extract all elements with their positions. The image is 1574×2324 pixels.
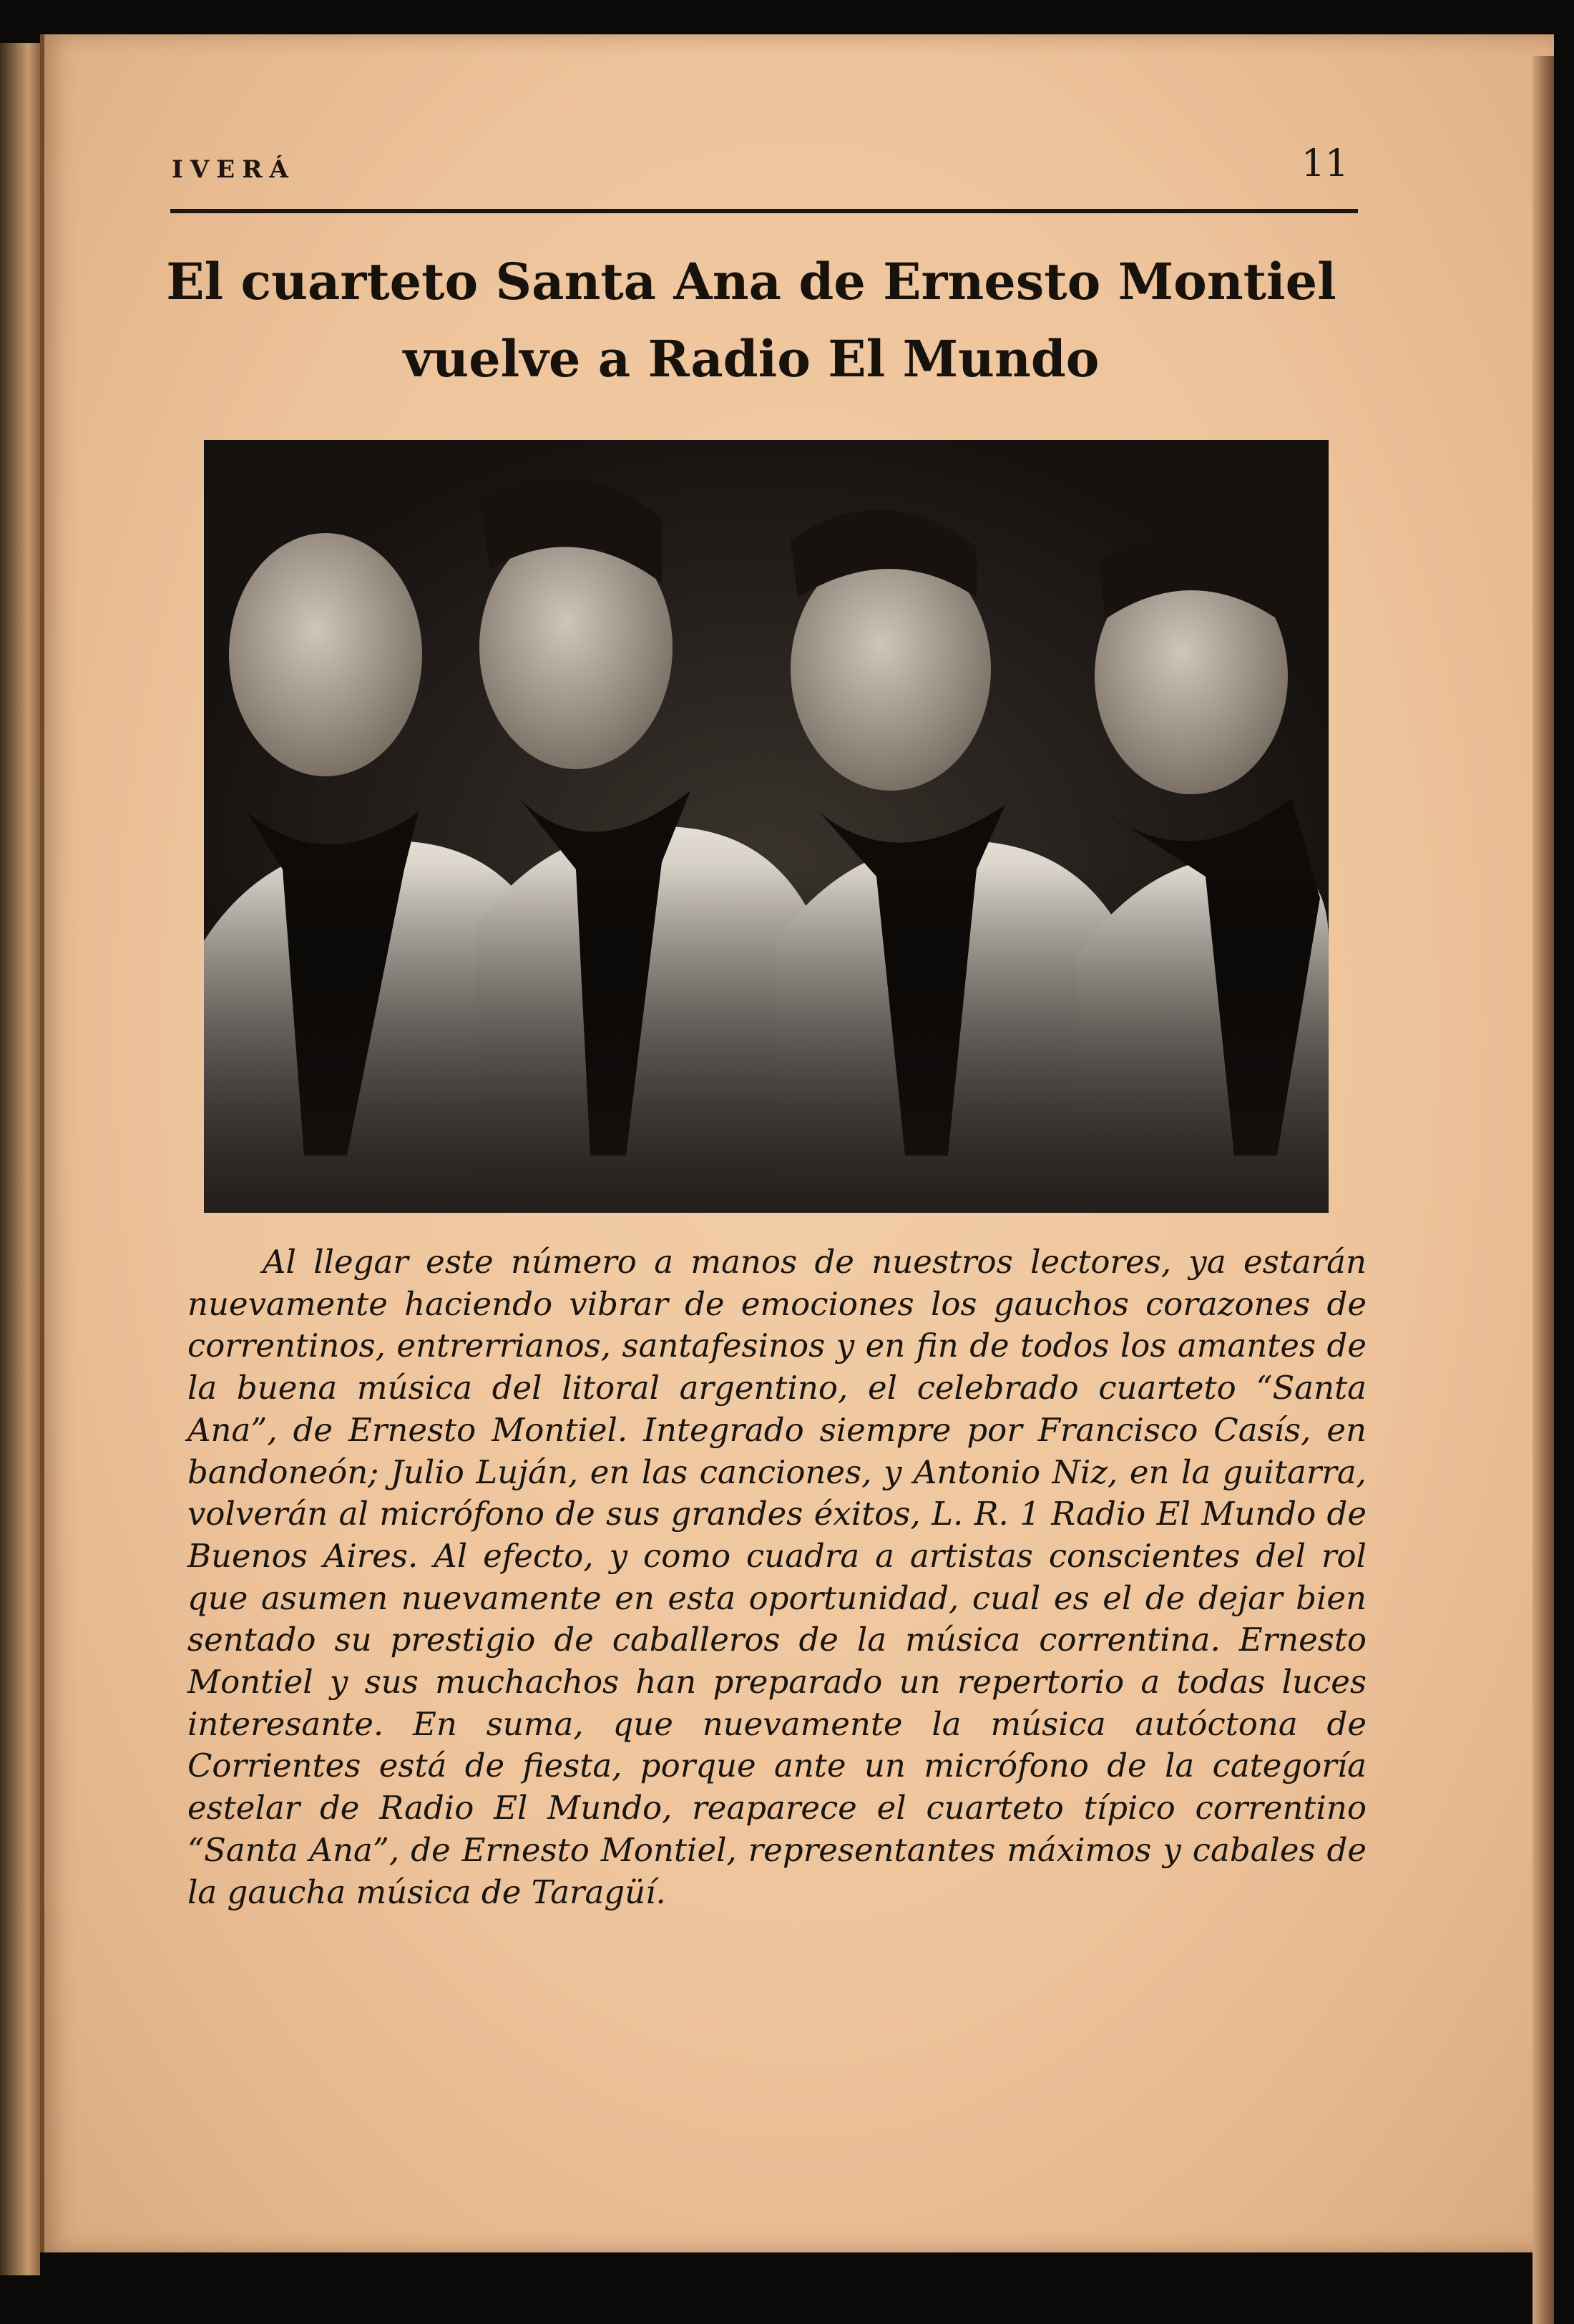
adjacent-page-edge <box>0 43 40 2275</box>
article-body: Al llegar este número a manos de nuestros lectores, ya estarán nuevamente haciendo vibrar de emociones los gauchos corazones de correntinos, entrerrianos, santafesinos y en fin de todos los amantes de la buena música del litoral argentino, el celebrado cuarteto “Santa Ana”, de Ernesto Montiel. Integrado siempre por Francisco Casís, en bandoneón; Julio Luján, en las canciones, y Antonio Niz, en la guitarra, volverán al micrófono de sus grandes éxitos, L. R. 1 Radio El Mundo de Buenos Aires. Al efecto, y como cuadra a artistas conscientes del rol que asumen nuevamente en esta oportunidad, cual es el de dejar bien sentado su prestigio de caballeros de la música correntina. Ernesto Montiel y sus muchachos han preparado un repertorio a todas luces interesante. En suma, que nuevamente la música autóctona de Corrientes está de fiesta, porque ante un micrófono de la categoría estelar de Radio El Mundo, reaparece el cuarteto típico correntino “Santa Ana”, de Ernesto Montiel, representantes máximos y cabales de la gaucha música de Taragüí. <box>187 1243 1367 1911</box>
group-photo-icon <box>204 440 1329 1213</box>
running-header <box>172 142 1356 190</box>
article-title: El cuarteto Santa Ana de Ernesto Montiel vuelve a Radio El Mundo <box>166 252 1336 389</box>
running-title: IVERÁ <box>172 155 295 184</box>
page-edge-shadow <box>1533 56 1554 2324</box>
group-photo <box>204 440 1329 1213</box>
page-number: 11 <box>1301 142 1349 185</box>
header-rule <box>170 209 1358 213</box>
